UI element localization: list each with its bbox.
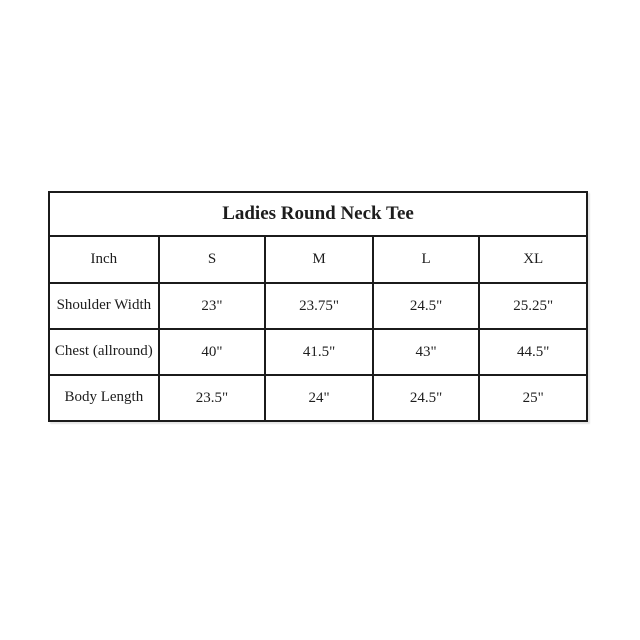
size-header-s: S: [159, 236, 266, 283]
title-row: [49, 192, 587, 236]
measurement-cell: 24.5": [373, 375, 480, 421]
measurement-cell: 25": [479, 375, 587, 421]
measurement-cell: 41.5": [265, 329, 373, 375]
measurement-cell: 25.25": [479, 283, 587, 329]
size-header-xl: XL: [479, 236, 587, 283]
unit-header-cell: Inch: [49, 236, 159, 283]
chart-title: Ladies Round Neck Tee: [49, 192, 587, 236]
row-label-shoulder-width: Shoulder Width: [49, 283, 159, 329]
measurement-cell: 44.5": [479, 329, 587, 375]
measurement-cell: 43": [373, 329, 480, 375]
measurement-cell: 24": [265, 375, 373, 421]
header-row: [49, 236, 587, 283]
measurement-cell: 23": [159, 283, 266, 329]
size-header-l: L: [373, 236, 480, 283]
row-label-chest: Chest (allround): [49, 329, 159, 375]
table-row-body-length: [49, 375, 587, 421]
measurement-cell: 40": [159, 329, 266, 375]
measurement-cell: 23.75": [265, 283, 373, 329]
row-label-body-length: Body Length: [49, 375, 159, 421]
size-header-m: M: [265, 236, 373, 283]
table-row-chest: [49, 329, 587, 375]
table-row-shoulder-width: [49, 283, 587, 329]
measurement-cell: 24.5": [373, 283, 480, 329]
measurement-cell: 23.5": [159, 375, 266, 421]
size-chart-table: [48, 191, 588, 422]
